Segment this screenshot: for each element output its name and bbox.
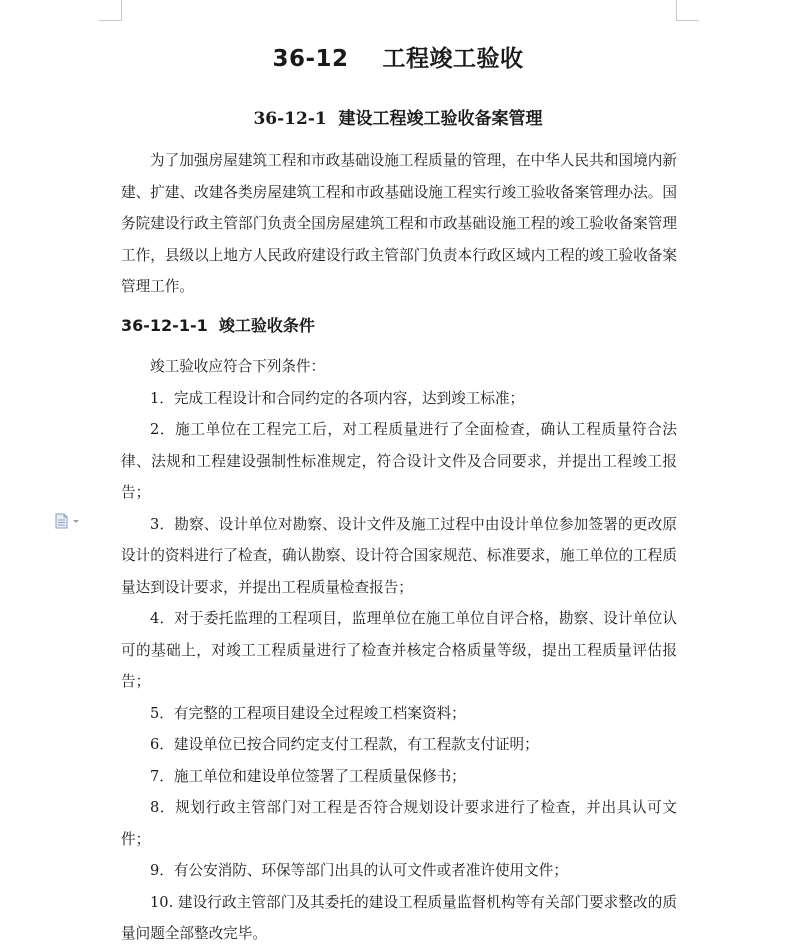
intro-paragraph[interactable]: 为了加强房屋建筑工程和市政基础设施工程质量的管理，在中华人民共和国境内新建、扩建、改建各类房屋建筑工程和市政基础设施工程实行竣工验收备案管理办法。国务院建设行政主管部门负责全国房屋建筑工程和市政基础设施工程的竣工验收备案管理工作，县级以上地方人民政府建设行政主管部门负责本行政区域内工程的竣工验收备案管理工作。 [121,152,677,295]
document-icon[interactable] [55,513,81,529]
section-subtitle: 36-12-1 建设工程竣工验收备案管理 [253,109,543,129]
conditions-lead: 竣工验收应符合下列条件： [150,358,326,375]
condition-item [121,509,677,604]
condition-item: 8．规划行政主管部门对工程是否符合规划设计要求进行了检查，并出具认可文件； [121,799,677,848]
condition-item-text: 3．勘察、设计单位对勘察、设计文件及施工过程中由设计单位参加签署的更改原设计的资料进行了检查，确认勘察、设计符合国家规范、标准要求，施工单位的工程质量达到设计要求，并提出工程质量检查报告； [121,515,677,596]
condition-item: 7．施工单位和建设单位签署了工程质量保修书； [150,767,466,785]
condition-item: 2．施工单位在工程完工后，对工程质量进行了全面检查，确认工程质量符合法律、法规和工程建设强制性标准规定，符合设计文件及合同要求，并提出工程竣工报告； [121,421,677,501]
crop-mark-top-left [99,0,122,21]
section-heading: 36-12-1-1 竣工验收条件 [121,316,315,335]
document-title: 36-12 工程竣工验收 [272,46,524,72]
conditions-list[interactable] [121,351,677,950]
condition-item: 9．有公安消防、环保等部门出具的认可文件或者准许使用文件； [150,862,568,879]
condition-item: 4．对于委托监理的工程项目，监理单位在施工单位自评合格，勘察、设计单位认可的基础上，对竣工工程质量进行了检查并核定合格质量等级，提出工程质量评估报告； [121,610,677,690]
condition-item: 10. 建设行政主管部门及其委托的建设工程质量监督机构等有关部门要求整改的质量问题全部整改完毕。 [121,893,677,942]
condition-item: 1．完成工程设计和合同约定的各项内容，达到竣工标准； [150,389,525,407]
condition-item: 6．建设单位已按合同约定支付工程款，有工程款支付证明； [150,736,539,753]
crop-mark-top-right [676,0,699,21]
condition-item: 5．有完整的工程项目建设全过程竣工档案资料； [150,704,466,722]
